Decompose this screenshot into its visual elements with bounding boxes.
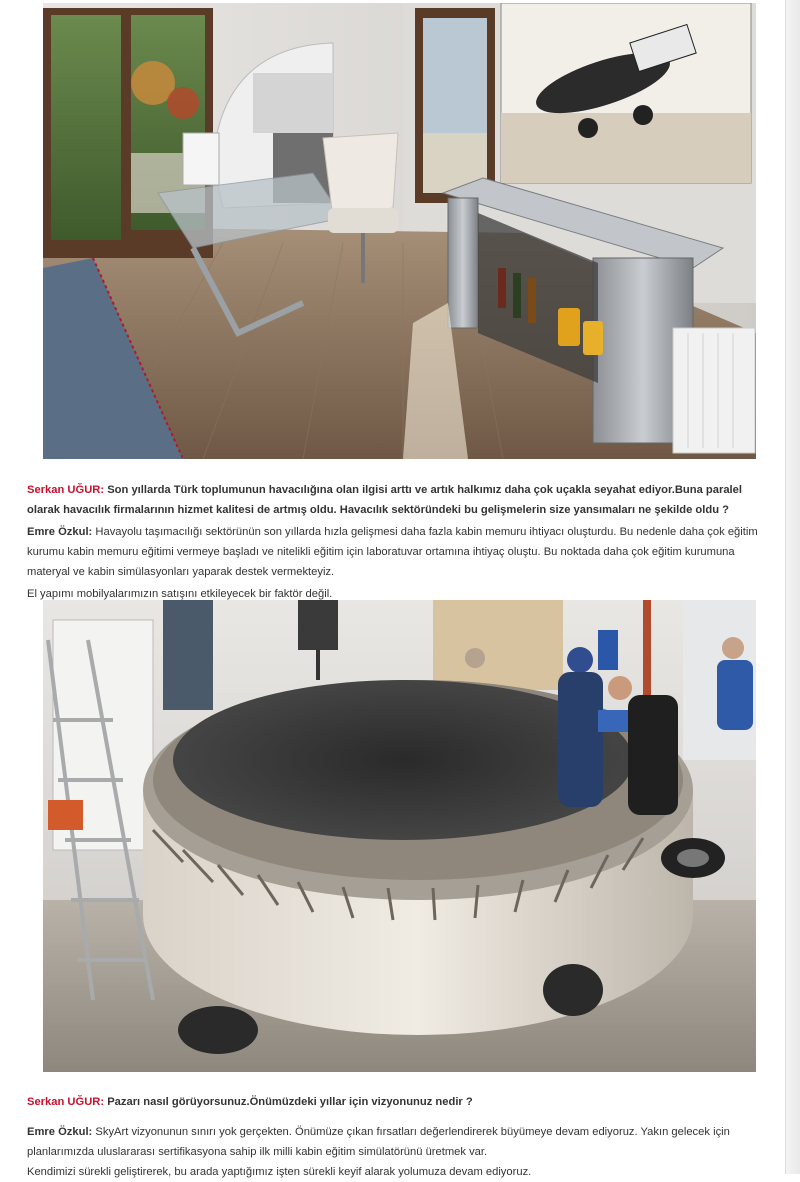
- office-photo: [43, 3, 756, 459]
- interview-answer-2: [27, 1122, 773, 1162]
- answer-text: SkyArt vizyonunun sınırı yok gerçekten. Önümüze çıkan fırsatları değerlendirerek büyümeye devam ediyoruz. Yakın gelecek için planlarımızda uluslararası sertifikasyona sahip ilk milli kabin eğitim simülatörünü üretmek var.: [27, 1126, 730, 1159]
- answer-text: Kendimizi sürekli geliştirerek, bu arada yaptığımız işten sürekli keyif alarak yolumuza devam ediyoruz.: [27, 1166, 532, 1179]
- interviewer-name: Serkan UĞUR:: [27, 1096, 105, 1109]
- interview-question-2: [27, 1092, 773, 1112]
- question-text: Son yıllarda Türk toplumunun havacılığına olan ilgisi arttı ve artık halkımız daha çok uçakla seyahat ediyor.Buna paralel olarak havacılık firmalarının hizmet kalitesi de artmış oldu. Havacılık sektöründeki bu gelişmelerin size yansımaları ne şekilde oldu ?: [27, 484, 742, 517]
- interview-answer-2-continued: [27, 1162, 773, 1182]
- interview-question-1: [27, 480, 773, 520]
- interviewer-name: Serkan UĞUR:: [27, 484, 105, 497]
- interviewee-name: Emre Özkul:: [27, 526, 93, 539]
- interviewee-name: Emre Özkul:: [27, 1126, 93, 1139]
- office-photo-illustration: [43, 3, 756, 459]
- workshop-photo-illustration: [43, 600, 756, 1072]
- interview-answer-1: [27, 522, 773, 582]
- page-scroll-edge: [785, 0, 800, 1174]
- question-text: Pazarı nasıl görüyorsunuz.Önümüzdeki yıllar için vizyonunuz nedir ?: [107, 1096, 473, 1109]
- workshop-photo: [43, 600, 756, 1072]
- answer-text: Havayolu taşımacılığı sektörünün son yıllarda hızla gelişmesi daha fazla kabin memuru ihtiyacı oluşturdu. Bu nedenle daha çok eğitim kurumu kabin memuru eğitimi vermeye başladı ve nitelikli eğitim için laboratuvar ortamına ihtiyaç oluştu. Bu noktada daha çok eğitim kurumuna materyal ve kabin simülasyonları yaparak destek vermekteyiz.: [27, 526, 758, 579]
- answer-text: El yapımı mobilyalarımızın satışını etkileyecek bir faktör değil.: [27, 588, 333, 601]
